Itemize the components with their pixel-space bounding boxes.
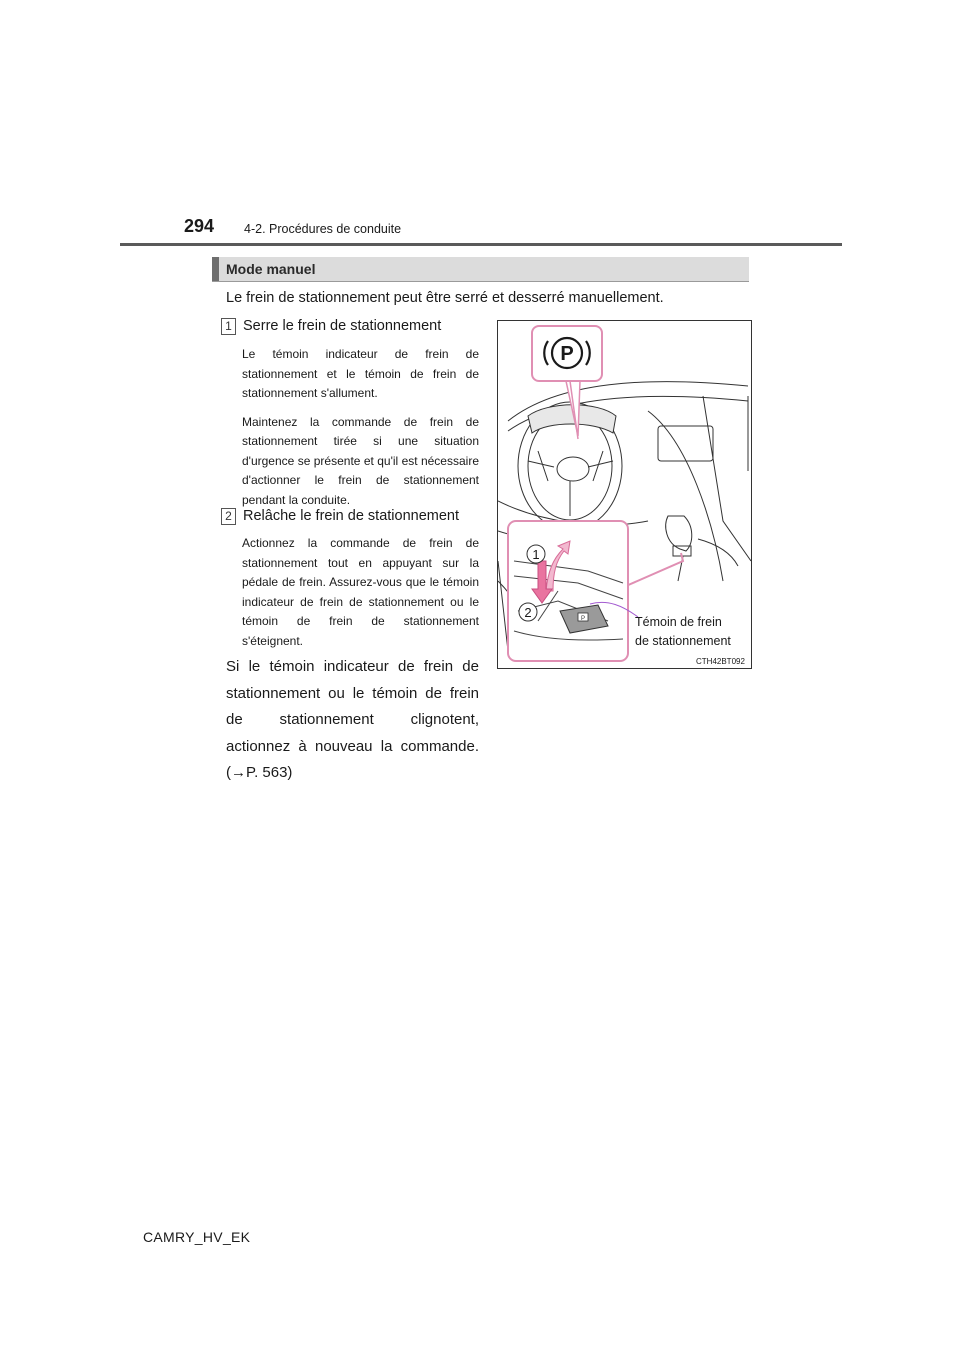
- steering-hub: [557, 457, 589, 481]
- console-edge-line: [703, 396, 751, 561]
- section-title: 4-2. Procédures de conduite: [244, 222, 402, 236]
- step-2-title: Relâche le frein de stationnement: [243, 508, 460, 524]
- footer-model: CAMRY_HV_EK: [143, 1229, 251, 1245]
- figure-code: CTH42BT092: [696, 657, 745, 666]
- step-1-paragraph-2: Maintenez la commande de frein de stationnement tirée si une situation d'urgence se présente et qu'il est nécessaire d'actionner le frein de stationnement pendant la conduite.: [242, 414, 479, 507]
- step-2-paragraph-1: Actionnez la commande de frein de stationnement tout en appuyant sur la pédale de frein. Assurez-vous que le témoin indicateur de frein de stationnement ou le témoin de frein de stationnement s'éteignent.: [242, 536, 479, 648]
- header-rule: [120, 243, 842, 246]
- indicator-label-line1: Témoin de frein: [635, 615, 722, 629]
- p-symbol-letter: P: [560, 343, 574, 365]
- callout-1: 1: [532, 547, 540, 562]
- indicator-label-line2: de stationnement: [635, 634, 731, 648]
- step-2-body: [242, 534, 479, 651]
- step-1-body: [242, 345, 479, 510]
- callout-2: 2: [524, 605, 532, 620]
- switch-glyph: P: [580, 616, 586, 622]
- mode-band-underline: [212, 281, 749, 282]
- step-1-number: 1: [221, 318, 236, 335]
- step-1-title: Serre le frein de stationnement: [243, 318, 442, 334]
- page-number: 294: [184, 216, 215, 236]
- step-1-paragraph-1: Le témoin indicateur de frein de stationnement et le témoin de frein de stationnement s'allument.: [242, 347, 479, 400]
- mode-heading: Mode manuel: [226, 261, 316, 277]
- step-2-number: 2: [221, 508, 236, 525]
- intro-text: Le frein de stationnement peut être serré et desserré manuellement.: [226, 290, 664, 306]
- switch-detail-inset: [508, 521, 628, 661]
- parking-brake-illustration: [497, 320, 752, 669]
- detail-connector: [626, 553, 683, 586]
- blink-note: Si le témoin indicateur de frein de stationnement ou le témoin de frein de stationnement clignotent, actionnez à nouveau la commande. (→P. 563): [226, 658, 479, 781]
- mode-band-accent: [212, 257, 219, 281]
- info-screen: [658, 426, 713, 461]
